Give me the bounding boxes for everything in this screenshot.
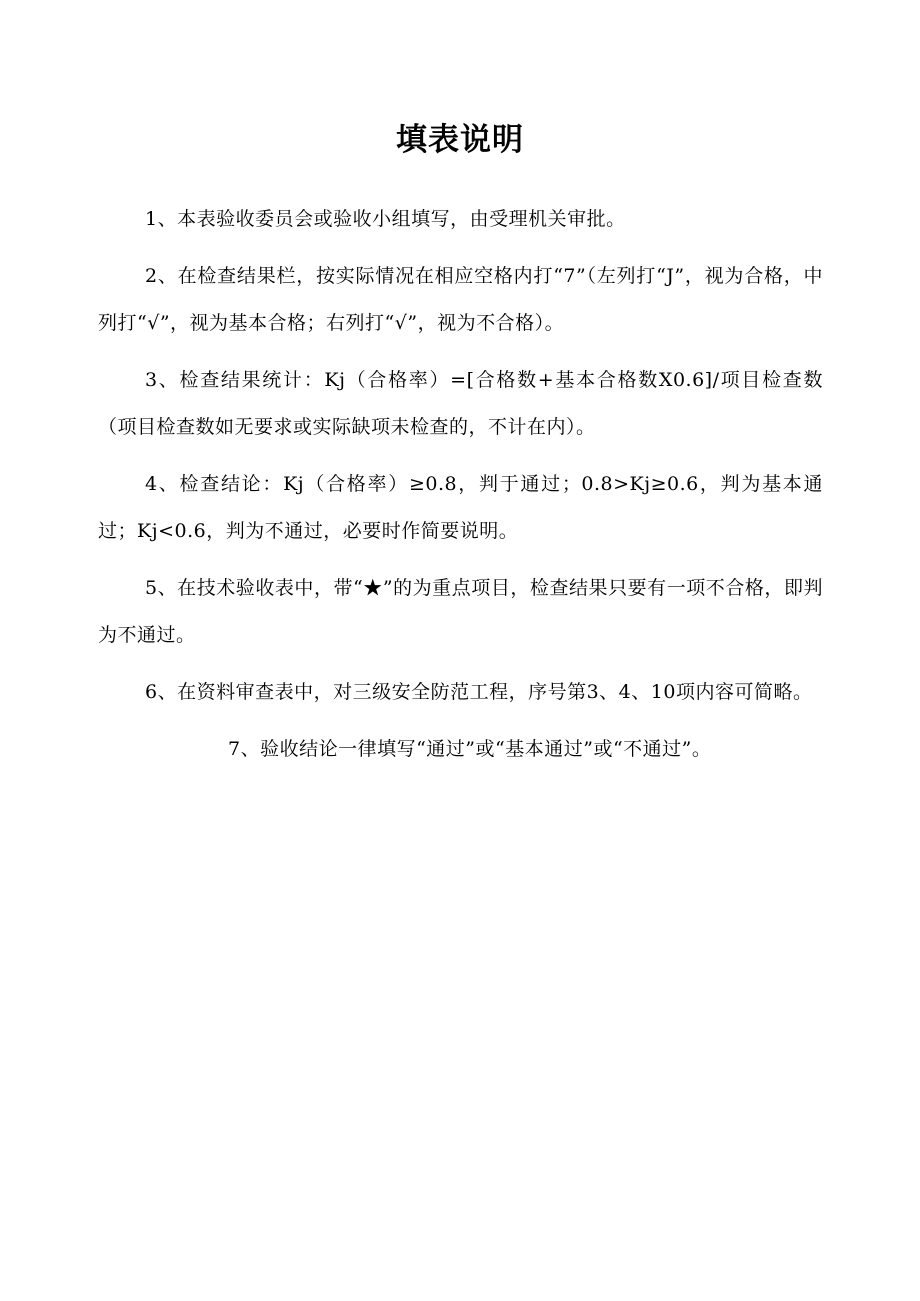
instruction-item-5: 5、在技术验收表中，带“★”的为重点项目，检查结果只要有一项不合格，即判为不通过。 xyxy=(98,577,823,646)
instruction-item-2: 2、在检查结果栏，按实际情况在相应空格内打“7”（左列打“J”，视为合格，中列打“√”，视为基本合格；右列打“√”，视为不合格）。 xyxy=(98,265,823,334)
instruction-item-7: 7、验收结论一律填写“通过”或“基本通过”或“不通过”。 xyxy=(228,738,712,760)
instruction-item-4: 4、检查结论：Kj（合格率）≥0.8，判于通过；0.8>Kj≥0.6，判为基本通过；Kj<0.6，判为不通过，必要时作简要说明。 xyxy=(98,473,823,542)
page-title: 填表说明 xyxy=(396,122,524,158)
instruction-item-6: 6、在资料审查表中，对三级安全防范工程，序号第3、4、10项内容可简略。 xyxy=(145,681,813,703)
instructions-body xyxy=(98,196,823,783)
instruction-item-3: 3、检查结果统计：Kj（合格率）=[合格数+基本合格数X0.6]/项目检查数（项目检查数如无要求或实际缺项未检查的，不计在内）。 xyxy=(98,369,823,438)
instruction-item-1: 1、本表验收委员会或验收小组填写，由受理机关审批。 xyxy=(145,208,626,230)
